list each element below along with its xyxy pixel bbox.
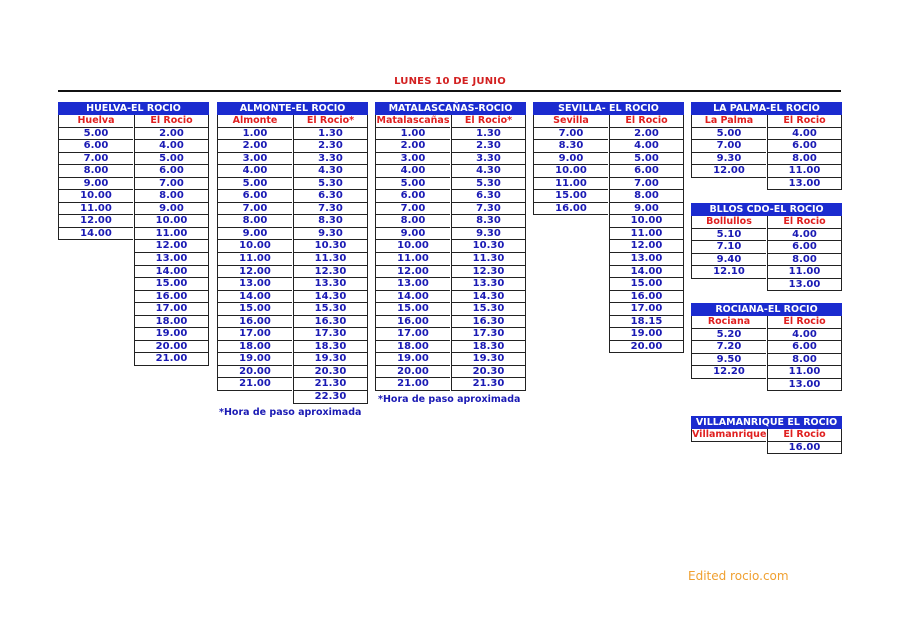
time-cell: 18.00 [217, 341, 292, 354]
destination-label: El Rocio [767, 429, 842, 442]
title-divider [58, 90, 841, 92]
time-cell: 5.00 [58, 128, 133, 141]
time-cell: 17.30 [451, 328, 526, 341]
time-cell: 11.00 [767, 366, 842, 379]
time-cell: 12.00 [609, 240, 684, 253]
time-cell: 6.00 [767, 241, 842, 254]
time-cell: 1.30 [451, 128, 526, 141]
destination-column [293, 115, 368, 404]
origin-column [375, 115, 450, 391]
time-cell: 15.00 [533, 190, 608, 203]
time-cell: 12.30 [451, 266, 526, 279]
time-cell: 14.00 [58, 228, 133, 241]
time-cell: 5.00 [375, 178, 450, 191]
destination-label: El Rocio [767, 216, 842, 229]
time-cell: 11.00 [767, 165, 842, 178]
time-cell: 20.00 [375, 366, 450, 379]
destination-column [767, 216, 842, 291]
time-cell: 13.00 [217, 278, 292, 291]
time-cell: 8.00 [767, 153, 842, 166]
time-cell: 18.30 [451, 341, 526, 354]
time-cell: 11.00 [533, 178, 608, 191]
time-cell: 13.00 [767, 178, 842, 191]
schedule-columns [691, 316, 842, 391]
time-cell: 20.00 [134, 341, 209, 354]
time-cell: 8.30 [451, 215, 526, 228]
time-cell: 20.30 [293, 366, 368, 379]
origin-label: Almonte [217, 115, 292, 128]
time-cell: 17.00 [134, 303, 209, 316]
time-cell: 7.10 [691, 241, 766, 254]
time-cell: 11.30 [451, 253, 526, 266]
time-cell: 16.00 [134, 291, 209, 304]
time-cell: 12.30 [293, 266, 368, 279]
time-cell: 19.30 [451, 353, 526, 366]
schedule-header: MATALASCAÑAS-ROCIO [375, 102, 526, 115]
time-cell: 13.00 [767, 379, 842, 392]
origin-column [691, 216, 766, 291]
time-cell: 7.30 [293, 203, 368, 216]
time-cell: 21.30 [293, 378, 368, 391]
time-cell: 12.00 [58, 215, 133, 228]
time-cell: 5.00 [691, 128, 766, 141]
time-cell: 2.30 [451, 140, 526, 153]
time-cell: 11.00 [134, 228, 209, 241]
time-cell: 11.00 [375, 253, 450, 266]
destination-label: El Rocio [134, 115, 209, 128]
time-cell: 14.30 [293, 291, 368, 304]
destination-label: El Rocio* [293, 115, 368, 128]
time-cell: 4.00 [767, 128, 842, 141]
time-cell: 13.00 [375, 278, 450, 291]
time-cell: 4.00 [609, 140, 684, 153]
time-cell: 18.30 [293, 341, 368, 354]
time-cell: 5.00 [134, 153, 209, 166]
time-cell: 3.30 [451, 153, 526, 166]
time-cell: 22.30 [293, 391, 368, 404]
schedule-header: VILLAMANRIQUE EL ROCIO [691, 416, 842, 429]
time-cell: 13.00 [134, 253, 209, 266]
time-cell: 16.00 [217, 316, 292, 329]
time-cell: 12.20 [691, 366, 766, 379]
schedule-almonte [217, 102, 368, 404]
time-cell: 18.15 [609, 316, 684, 329]
time-cell: 4.00 [134, 140, 209, 153]
time-cell: 15.00 [217, 303, 292, 316]
time-cell: 11.00 [767, 266, 842, 279]
time-cell: 4.00 [767, 229, 842, 242]
time-cell: 17.30 [293, 328, 368, 341]
footer-credit: Edited rocio.com [688, 569, 789, 583]
time-cell: 10.00 [217, 240, 292, 253]
destination-label: El Rocio* [451, 115, 526, 128]
time-cell: 11.00 [58, 203, 133, 216]
time-cell: 16.30 [293, 316, 368, 329]
time-cell: 19.00 [134, 328, 209, 341]
time-cell: 16.00 [375, 316, 450, 329]
time-cell: 3.30 [293, 153, 368, 166]
destination-column [767, 429, 842, 454]
time-cell: 6.00 [134, 165, 209, 178]
time-cell: 6.30 [451, 190, 526, 203]
time-cell: 6.00 [58, 140, 133, 153]
origin-column [533, 115, 608, 353]
schedule-columns [58, 115, 209, 366]
time-cell: 11.00 [217, 253, 292, 266]
time-cell: 6.00 [767, 341, 842, 354]
time-cell: 6.00 [217, 190, 292, 203]
destination-column [767, 115, 842, 190]
destination-label: El Rocio [767, 316, 842, 329]
schedule-bollullos [691, 203, 842, 291]
time-cell: 1.30 [293, 128, 368, 141]
time-cell: 10.00 [134, 215, 209, 228]
destination-label: El Rocio [767, 115, 842, 128]
time-cell: 18.00 [375, 341, 450, 354]
time-cell: 8.30 [293, 215, 368, 228]
destination-column [767, 316, 842, 391]
time-cell: 15.30 [451, 303, 526, 316]
time-cell: 13.00 [609, 253, 684, 266]
schedule-matalascanas [375, 102, 526, 391]
origin-label: Bollullos [691, 216, 766, 229]
origin-label: La Palma [691, 115, 766, 128]
time-cell: 7.00 [691, 140, 766, 153]
time-cell: 13.00 [767, 279, 842, 292]
time-cell: 9.30 [451, 228, 526, 241]
time-cell: 2.00 [134, 128, 209, 141]
time-cell: 10.30 [451, 240, 526, 253]
origin-column [58, 115, 133, 366]
time-cell: 21.00 [217, 378, 292, 391]
schedule-huelva [58, 102, 209, 366]
time-cell: 5.00 [609, 153, 684, 166]
schedule-header: ALMONTE-EL ROCIO [217, 102, 368, 115]
schedule-columns [691, 115, 842, 190]
time-cell: 6.30 [293, 190, 368, 203]
time-cell: 19.00 [375, 353, 450, 366]
time-cell: 9.00 [375, 228, 450, 241]
time-cell: 12.00 [691, 165, 766, 178]
time-cell: 9.00 [134, 203, 209, 216]
time-cell: 7.00 [609, 178, 684, 191]
time-cell: 15.00 [375, 303, 450, 316]
schedule-header: ROCIANA-EL ROCIO [691, 303, 842, 316]
time-cell: 20.00 [217, 366, 292, 379]
time-cell: 17.00 [375, 328, 450, 341]
time-cell: 18.00 [134, 316, 209, 329]
schedule-header: BLLOS CDO-EL ROCIO [691, 203, 842, 216]
time-cell: 19.00 [217, 353, 292, 366]
time-cell: 1.00 [217, 128, 292, 141]
time-cell: 4.30 [293, 165, 368, 178]
origin-label: Villamanrique [692, 429, 766, 440]
schedule-villamanrique [691, 416, 842, 454]
origin-column [691, 429, 766, 454]
time-cell: 14.30 [451, 291, 526, 304]
time-cell: 9.30 [293, 228, 368, 241]
time-cell: 19.30 [293, 353, 368, 366]
time-cell: 12.10 [691, 266, 766, 279]
time-cell: 7.00 [134, 178, 209, 191]
destination-column [134, 115, 209, 366]
time-cell: 6.00 [375, 190, 450, 203]
schedule-columns [217, 115, 368, 404]
origin-label: Huelva [58, 115, 133, 128]
time-cell: 2.00 [609, 128, 684, 141]
destination-column [609, 115, 684, 353]
time-cell: 4.30 [451, 165, 526, 178]
time-cell: 4.00 [217, 165, 292, 178]
time-cell: 15.30 [293, 303, 368, 316]
time-cell: 10.30 [293, 240, 368, 253]
time-cell: 14.00 [134, 266, 209, 279]
time-cell: 12.00 [217, 266, 292, 279]
time-cell: 7.00 [58, 153, 133, 166]
time-cell: 21.00 [375, 378, 450, 391]
origin-column [691, 316, 766, 391]
time-cell: 21.30 [451, 378, 526, 391]
schedule-columns [691, 429, 842, 454]
time-cell: 14.00 [217, 291, 292, 304]
schedule-header: HUELVA-EL ROCIO [58, 102, 209, 115]
time-cell: 12.00 [134, 240, 209, 253]
time-cell: 16.00 [533, 203, 608, 216]
time-cell: 7.00 [217, 203, 292, 216]
schedule-header: LA PALMA-EL ROCIO [691, 102, 842, 115]
schedule-columns [375, 115, 526, 391]
time-cell: 12.00 [375, 266, 450, 279]
time-cell: 11.30 [293, 253, 368, 266]
time-cell: 4.00 [375, 165, 450, 178]
time-cell: 11.00 [609, 228, 684, 241]
time-cell: 8.00 [767, 254, 842, 267]
time-cell: 9.00 [217, 228, 292, 241]
time-cell: 8.00 [767, 354, 842, 367]
time-cell: 10.00 [533, 165, 608, 178]
schedule-columns [691, 216, 842, 291]
time-cell: 3.00 [375, 153, 450, 166]
time-cell: 13.30 [451, 278, 526, 291]
time-cell: 16.00 [767, 442, 842, 455]
time-cell: 5.10 [691, 229, 766, 242]
schedule-rociana [691, 303, 842, 391]
time-cell: 9.30 [691, 153, 766, 166]
time-cell: 21.00 [134, 353, 209, 366]
time-cell: 20.00 [609, 341, 684, 354]
approximate-time-note: *Hora de paso aproximada [378, 394, 521, 406]
approximate-time-note: *Hora de paso aproximada [219, 406, 362, 418]
time-cell: 5.00 [217, 178, 292, 191]
time-cell: 2.30 [293, 140, 368, 153]
time-cell: 19.00 [609, 328, 684, 341]
schedule-sevilla [533, 102, 684, 353]
schedule-columns [533, 115, 684, 353]
time-cell: 16.30 [451, 316, 526, 329]
time-cell: 15.00 [609, 278, 684, 291]
time-cell: 4.00 [767, 329, 842, 342]
time-cell: 8.00 [217, 215, 292, 228]
destination-label: El Rocio [609, 115, 684, 128]
origin-label: Matalascañas [376, 115, 450, 126]
time-cell: 7.20 [691, 341, 766, 354]
time-cell: 9.00 [58, 178, 133, 191]
time-cell: 8.00 [609, 190, 684, 203]
time-cell: 6.00 [767, 140, 842, 153]
time-cell: 3.00 [217, 153, 292, 166]
time-cell: 9.00 [609, 203, 684, 216]
time-cell: 1.00 [375, 128, 450, 141]
time-cell: 8.00 [134, 190, 209, 203]
page-title: LUNES 10 DE JUNIO [394, 76, 506, 87]
time-cell: 2.00 [375, 140, 450, 153]
time-cell: 2.00 [217, 140, 292, 153]
time-cell: 17.00 [609, 303, 684, 316]
time-cell: 10.00 [58, 190, 133, 203]
time-cell: 14.00 [609, 266, 684, 279]
time-cell: 7.00 [533, 128, 608, 141]
origin-label: Rociana [691, 316, 766, 329]
time-cell: 10.00 [609, 215, 684, 228]
time-cell: 10.00 [375, 240, 450, 253]
time-cell: 16.00 [609, 291, 684, 304]
origin-label: Sevilla [533, 115, 608, 128]
time-cell: 13.30 [293, 278, 368, 291]
schedule-la-palma [691, 102, 842, 190]
time-cell: 17.00 [217, 328, 292, 341]
time-cell: 14.00 [375, 291, 450, 304]
time-cell: 7.30 [451, 203, 526, 216]
time-cell: 5.20 [691, 329, 766, 342]
time-cell: 5.30 [293, 178, 368, 191]
time-cell: 6.00 [609, 165, 684, 178]
time-cell: 9.50 [691, 354, 766, 367]
schedule-header: SEVILLA- EL ROCIO [533, 102, 684, 115]
time-cell: 8.00 [375, 215, 450, 228]
origin-column [691, 115, 766, 190]
time-cell: 20.30 [451, 366, 526, 379]
time-cell: 15.00 [134, 278, 209, 291]
destination-column [451, 115, 526, 391]
time-cell: 5.30 [451, 178, 526, 191]
time-cell: 9.00 [533, 153, 608, 166]
time-cell: 7.00 [375, 203, 450, 216]
origin-column [217, 115, 292, 404]
time-cell: 8.30 [533, 140, 608, 153]
time-cell: 8.00 [58, 165, 133, 178]
time-cell: 9.40 [691, 254, 766, 267]
